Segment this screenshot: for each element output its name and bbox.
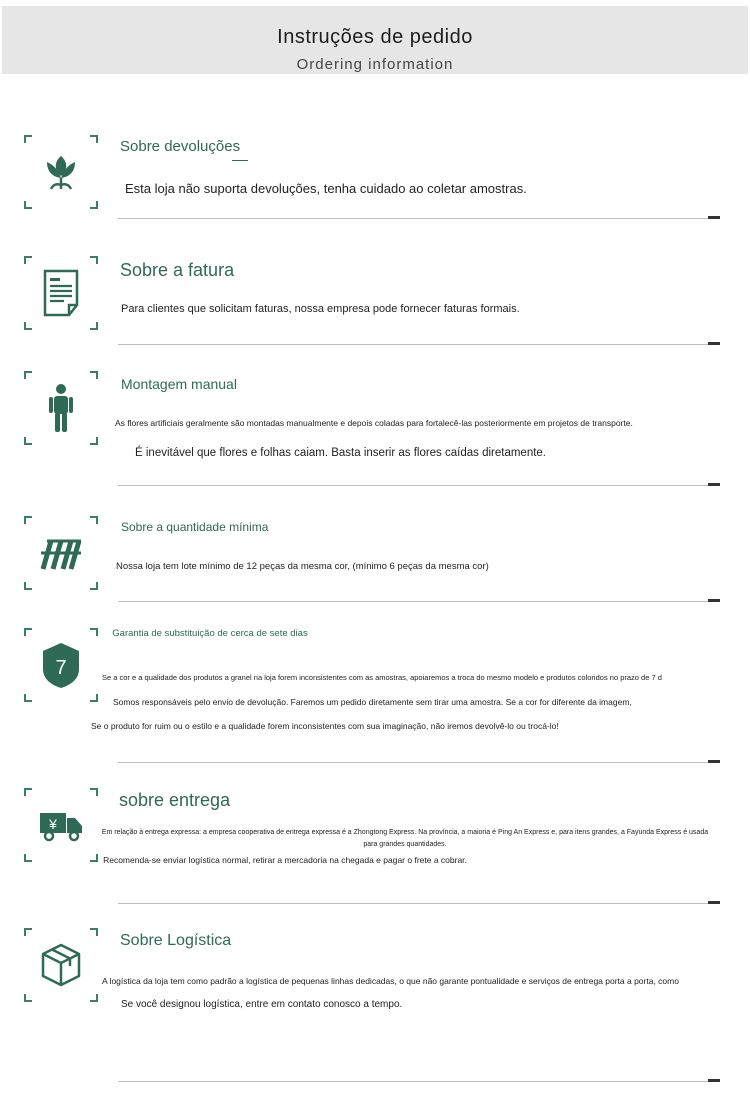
divider	[118, 903, 708, 904]
section-logistics-text-1: A logística da loja tem como padrão a logística de pequenas linhas dedicadas, o que não garante pontualidade e serviços de entrega porta a porta, como	[102, 976, 679, 986]
page-subtitle: Ordering information	[296, 56, 454, 73]
section-guarantee-text-3: Se o produto for ruim ou o estilo e a qualidade forem inconsistentes com sua imaginação, não iremos devolvê-lo ou trocá-lo!	[91, 721, 559, 731]
section-logistics-text-2: Se você designou logística, entre em contato conosco a tempo.	[121, 999, 403, 1010]
section-logistics-heading: Sobre Logística	[120, 932, 232, 949]
section-returns-icon-frame	[24, 135, 98, 209]
section-min-quantity-text: Nossa loja tem lote mínimo de 12 peças da mesma cor, (mínimo 6 peças da mesma cor)	[116, 561, 489, 572]
divider	[118, 485, 708, 486]
divider	[118, 344, 708, 345]
divider	[118, 1081, 708, 1082]
divider	[118, 601, 708, 602]
section-guarantee-text-2: Somos responsáveis pelo envio de devolução. Faremos um pedido diretamente sem tirar uma amostra. Se a cor for diferente da imagem,	[113, 697, 632, 707]
section-assembly-text-1: As flores artificiais geralmente são montadas manualmente e depois coladas para fortalecê-las posteriormente em projetos de transporte.	[115, 418, 633, 428]
page-header	[2, 6, 748, 74]
section-delivery-heading: sobre entrega	[119, 790, 231, 810]
section-returns-heading: Sobre devoluções	[120, 138, 241, 155]
section-assembly-heading: Montagem manual	[121, 376, 237, 392]
quantity-icon	[39, 529, 83, 577]
section-delivery-text-1: Em relação à entrega expressa: a empresa cooperativa de entrega expressa é a Zhongtong Express. Na província, a maioria é Ping An Express e, para itens grandes, a Fayunda Express é usada para grandes quantidades.	[101, 829, 709, 848]
seven-day-shield-icon	[39, 641, 83, 689]
section-returns-text: Esta loja não suporta devoluções, tenha cuidado ao coletar amostras.	[125, 181, 527, 196]
section-logistics-icon-frame	[24, 928, 98, 1002]
section-assembly-icon-frame	[24, 371, 98, 445]
page-title: Instruções de pedido	[277, 26, 473, 48]
svg-text:7: 7	[55, 657, 67, 679]
divider	[118, 762, 708, 763]
flower-icon	[39, 148, 83, 196]
section-min-quantity-icon-frame	[24, 516, 98, 590]
section-invoice-icon-frame	[24, 256, 98, 330]
section-guarantee-heading: Garantia de substituição de cerca de sete dias	[112, 628, 308, 639]
divider	[118, 218, 708, 219]
section-guarantee-icon-frame	[24, 628, 98, 702]
section-delivery-icon-frame	[24, 788, 98, 862]
person-icon	[39, 384, 83, 432]
section-assembly-text-2: É inevitável que flores e folhas caiam. Basta inserir as flores caídas diretamente.	[135, 447, 547, 459]
section-min-quantity-heading: Sobre a quantidade mínima	[121, 520, 269, 534]
section-guarantee-text-1: Se a cor e a qualidade dos produtos a granel na loja forem inconsistentes com as amostras, apoiaremos a troca do mesmo modelo e produtos coloridos no prazo de 7 d	[102, 673, 662, 682]
package-box-icon	[39, 941, 83, 989]
section-delivery-text-2: Recomenda-se enviar logística normal, retirar a mercadoria na chegada e pagar o frete a cobrar.	[103, 855, 467, 865]
delivery-truck-icon	[39, 801, 83, 849]
section-invoice-heading: Sobre a fatura	[120, 260, 235, 280]
invoice-icon	[39, 269, 83, 317]
section-invoice-text: Para clientes que solicitam faturas, nossa empresa pode fornecer faturas formais.	[121, 303, 520, 315]
svg-text:¥: ¥	[49, 816, 57, 832]
